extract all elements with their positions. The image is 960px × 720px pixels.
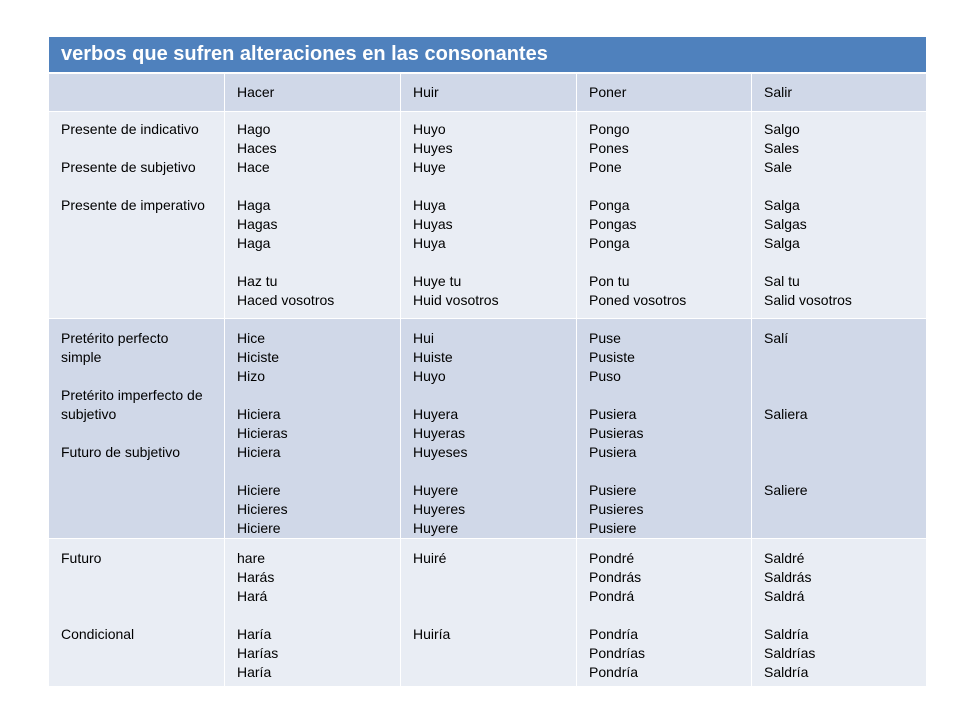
verb-form: Pondrías: [589, 645, 646, 661]
verb-form: [237, 386, 388, 405]
verb-form: Huyere: [413, 482, 459, 498]
verb-form: Haces: [237, 140, 277, 156]
verb-form: Pone: [589, 159, 622, 175]
verb-form: Pongas: [589, 216, 637, 232]
verb-form: Hará: [237, 588, 268, 604]
table-row: [49, 539, 927, 687]
header-cell-huir: Huir: [401, 73, 577, 112]
header-cell-poner: Poner: [577, 73, 752, 112]
verb-form: Huyas: [413, 216, 453, 232]
verb-forms-cell: [577, 539, 752, 687]
verb-forms-cell: [401, 319, 577, 539]
verb-form: Pondría: [589, 664, 639, 680]
verb-form: [589, 253, 739, 272]
verb-form: Pusiera: [589, 406, 637, 422]
verb-form: Sal tu: [764, 273, 800, 289]
verb-form: Pondría: [589, 626, 639, 642]
verb-form: Pusiere: [589, 520, 637, 536]
verb-form: Pondrás: [589, 569, 642, 585]
verb-forms-cell: [225, 539, 401, 687]
verb-form: Saldría: [764, 626, 809, 642]
verb-form: hare: [237, 550, 266, 566]
verb-form: Hicieras: [237, 425, 288, 441]
verb-form: [589, 177, 739, 196]
verb-form: Saliere: [764, 482, 808, 498]
verb-form: Poned vosotros: [589, 292, 687, 308]
conjugation-table: [48, 36, 927, 687]
verb-form: Saldría: [764, 664, 809, 680]
verb-form: Haga: [237, 235, 271, 251]
verb-form: [413, 606, 564, 625]
tense-label: Futuro de subjetivo: [61, 444, 181, 460]
tense-label-cell: [49, 112, 225, 319]
verb-form: Hice: [237, 330, 266, 346]
verb-forms-cell: [225, 112, 401, 319]
verb-form: Pondrá: [589, 588, 635, 604]
verb-forms-cell: [577, 319, 752, 539]
verb-form: Hago: [237, 121, 271, 137]
verb-form: Huyere: [413, 520, 459, 536]
verb-form: Huid vosotros: [413, 292, 499, 308]
verb-form: [589, 462, 739, 481]
verb-form: [764, 443, 914, 462]
verb-form: Pusieres: [589, 501, 644, 517]
header-cell-hacer: Hacer: [225, 73, 401, 112]
tense-label: Presente de indicativo: [61, 121, 199, 137]
verb-form: [764, 253, 914, 272]
verb-form: [764, 177, 914, 196]
tense-label-cell: [49, 319, 225, 539]
verb-form: Huye: [413, 159, 446, 175]
verb-form: [413, 587, 564, 606]
verb-form: Ponga: [589, 235, 630, 251]
verb-form: Hagas: [237, 216, 278, 232]
verb-form: [413, 253, 564, 272]
verb-form: Ponga: [589, 197, 630, 213]
verb-form: Pones: [589, 140, 629, 156]
verb-form: Salid vosotros: [764, 292, 852, 308]
verb-form: Pusiere: [589, 482, 637, 498]
tense-label: Pretérito perfecto simple: [61, 330, 169, 365]
verb-form: Salga: [764, 235, 800, 251]
verb-form: Huya: [413, 235, 446, 251]
verb-form: Puso: [589, 368, 621, 384]
verb-form: [237, 177, 388, 196]
verb-form: [237, 253, 388, 272]
verb-form: Puse: [589, 330, 621, 346]
verb-form: [589, 386, 739, 405]
verb-forms-cell: [401, 539, 577, 687]
verb-form: Huyo: [413, 368, 446, 384]
header-cell-salir: Salir: [752, 73, 927, 112]
verb-form: [764, 424, 914, 443]
tense-label: Futuro: [61, 550, 102, 566]
verb-form: Saldré: [764, 550, 805, 566]
verb-form: Saldrías: [764, 645, 816, 661]
verb-form: Haría: [237, 626, 272, 642]
verb-form: Saldrá: [764, 588, 805, 604]
tense-label: Presente de subjetivo: [61, 159, 196, 175]
conjugation-table-container: [48, 36, 926, 687]
verb-form: [764, 367, 914, 386]
verb-form: Hace: [237, 159, 270, 175]
verb-form: Hicieres: [237, 501, 288, 517]
tense-label: Presente de imperativo: [61, 197, 205, 213]
verb-form: Salgo: [764, 121, 800, 137]
verb-form: Pusiste: [589, 349, 635, 365]
verb-form: [413, 177, 564, 196]
verb-form: Hiciste: [237, 349, 280, 365]
verb-forms-cell: [401, 112, 577, 319]
verb-form: Hizo: [237, 368, 266, 384]
verb-form: Huyeses: [413, 444, 468, 460]
verb-form: Sale: [764, 159, 793, 175]
verb-form: Salga: [764, 197, 800, 213]
verb-form: Huiste: [413, 349, 453, 365]
table-row: [49, 112, 927, 319]
verb-form: Harás: [237, 569, 275, 585]
header-row: [49, 73, 927, 112]
verb-form: [413, 568, 564, 587]
verb-forms-cell: [752, 112, 927, 319]
verb-forms-cell: [752, 319, 927, 539]
verb-form: Haga: [237, 197, 271, 213]
verb-form: Hiciera: [237, 444, 281, 460]
verb-form: Huiré: [413, 550, 447, 566]
verb-form: Hiciera: [237, 406, 281, 422]
tense-label-cell: [49, 539, 225, 687]
verb-form: Huyo: [413, 121, 446, 137]
verb-form: Saldrás: [764, 569, 812, 585]
verb-form: Salí: [764, 330, 789, 346]
verb-forms-cell: [577, 112, 752, 319]
verb-form: Huyes: [413, 140, 453, 156]
verb-form: Pondré: [589, 550, 635, 566]
verb-form: Pongo: [589, 121, 630, 137]
verb-form: Huya: [413, 197, 446, 213]
header-cell-empty: [49, 73, 225, 112]
verb-form: [764, 462, 914, 481]
verb-form: Pusiera: [589, 444, 637, 460]
verb-form: Hui: [413, 330, 435, 346]
verb-form: Harías: [237, 645, 279, 661]
verb-form: Pon tu: [589, 273, 630, 289]
verb-forms-cell: [225, 319, 401, 539]
verb-form: Huyeras: [413, 425, 466, 441]
tense-label: Condicional: [61, 626, 135, 642]
table-row: [49, 319, 927, 539]
verb-form: Haz tu: [237, 273, 278, 289]
verb-form: [237, 462, 388, 481]
verb-form: Huyeres: [413, 501, 466, 517]
verb-form: [764, 348, 914, 367]
verb-form: Huyera: [413, 406, 459, 422]
verb-form: [589, 606, 739, 625]
verb-form: [764, 606, 914, 625]
verb-form: Hiciere: [237, 520, 281, 536]
verb-form: Saliera: [764, 406, 808, 422]
verb-form: Sales: [764, 140, 800, 156]
tense-label: Pretérito imperfecto de subjetivo: [61, 387, 203, 422]
verb-form: [237, 606, 388, 625]
verb-form: Pusieras: [589, 425, 644, 441]
verb-form: Haría: [237, 664, 272, 680]
verb-form: [764, 386, 914, 405]
verb-form: [413, 386, 564, 405]
table-title: verbos que sufren alteraciones en las consonantes: [49, 37, 927, 74]
verb-forms-cell: [752, 539, 927, 687]
verb-form: Huiría: [413, 626, 451, 642]
verb-form: Haced vosotros: [237, 292, 335, 308]
verb-form: Salgas: [764, 216, 807, 232]
verb-form: Hiciere: [237, 482, 281, 498]
verb-form: [413, 462, 564, 481]
verb-form: Huye tu: [413, 273, 462, 289]
